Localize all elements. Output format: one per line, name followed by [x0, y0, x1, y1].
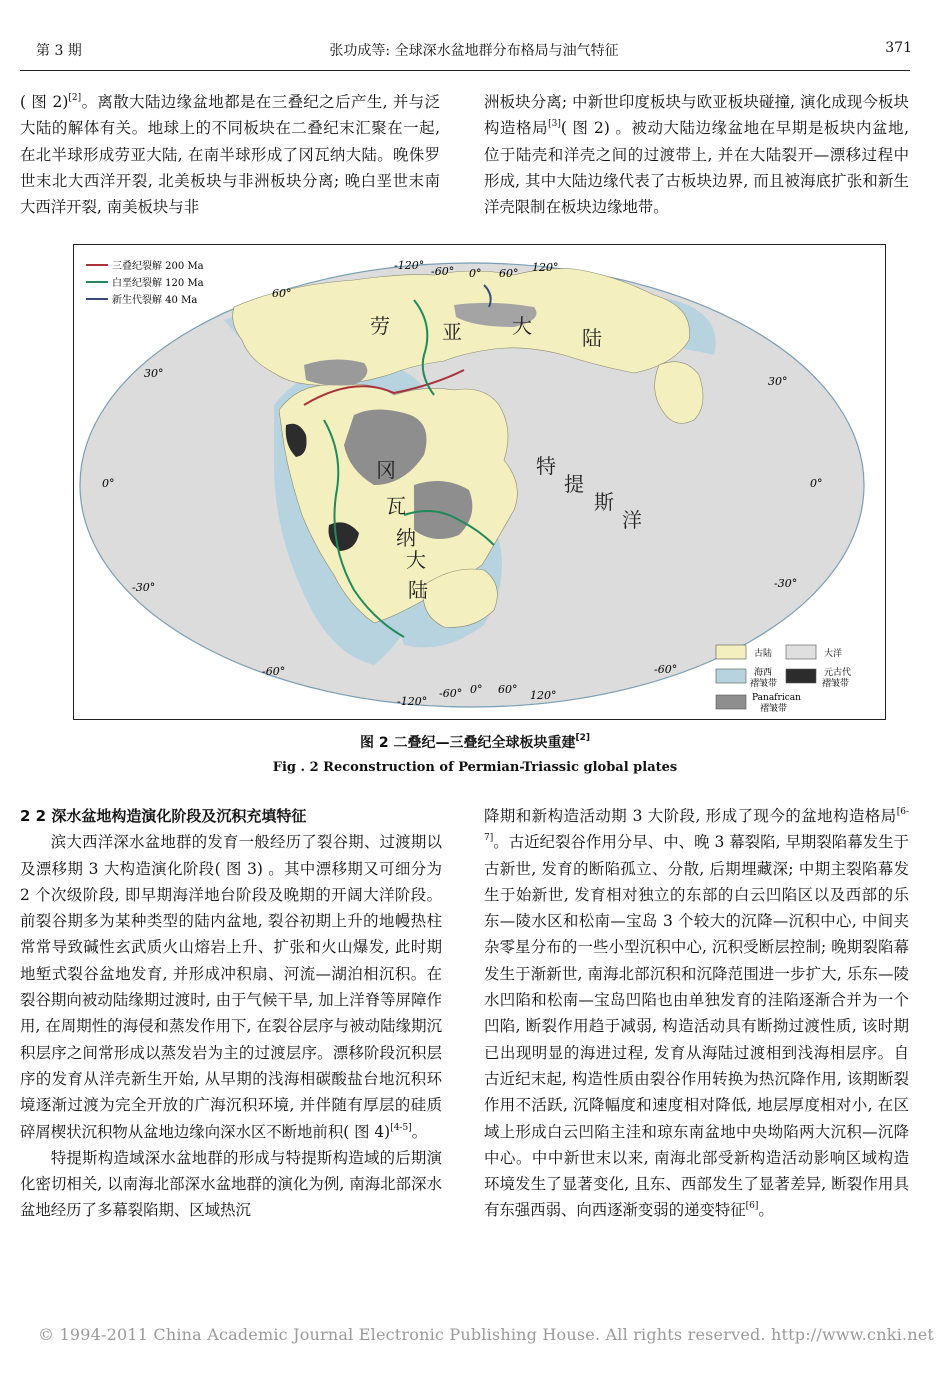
figure-2-map: [73, 244, 886, 720]
lon-top-3: 0°: [469, 267, 482, 280]
lat-0-left: 0°: [102, 477, 115, 490]
lower-left-column: [20, 803, 442, 1224]
figure-caption-cn: [0, 732, 950, 752]
top-right-column: [484, 89, 909, 220]
tethys-char-1: 特: [536, 454, 556, 478]
lat-60s-right: -60°: [654, 663, 678, 676]
paragraph: [20, 89, 440, 220]
page-number: 371: [885, 40, 912, 56]
lon-bottom-3: 0°: [470, 683, 483, 696]
legend-label-proterozoic-2: 褶皱带: [822, 679, 850, 689]
gondwana-char-5: 陆: [408, 578, 428, 602]
text-run: ( 图 2): [20, 93, 69, 111]
issue-number: 第 3 期: [36, 43, 82, 59]
legend-label-ancient-land: 古陆: [754, 649, 773, 659]
laurasia-char-1: 劳: [370, 314, 390, 338]
citation-ref: [2]: [575, 733, 590, 743]
text-run: 降期和新构造活动期 3 大阶段, 形成了现今的盆地构造格局: [484, 807, 897, 825]
paragraph: [484, 803, 909, 1224]
citation-ref: [6-7]: [484, 807, 909, 844]
running-header: [36, 40, 912, 62]
legend-label-cretaceous: 白垩纪裂解 120 Ma: [112, 278, 204, 289]
gondwana-char-4: 大: [406, 548, 426, 572]
tethys-char-2: 提: [564, 472, 584, 496]
paragraph: [20, 829, 442, 1145]
citation-ref: [4-5]: [390, 1122, 412, 1133]
lat-60s-left: -60°: [262, 665, 286, 678]
lat-30n-left: 30°: [144, 367, 164, 380]
lower-right-column: [484, 803, 909, 1224]
legend-swatch-proterozoic: [786, 669, 816, 683]
text-run: 滨大西洋深水盆地群的发育一般经历了裂谷期、过渡期以及漂移期 3 大构造演化阶段( 图 3) 。其中漂移期又可细分为 2 个次级阶段, 即早期海洋地台阶段及晚期的开阔大洋阶段。前裂谷期多为某种类型的陆内盆地, 裂谷初期上升的地幔热柱常常导致碱性玄武质火山熔岩上升、扩张和火山爆发, 此时期地堑式裂谷盆地发育, 并形成冲积扇、河流—湖泊相沉积。在裂谷期向被动陆缘期过渡时, 由于气候干旱, 加上洋脊等屏障作用, 在周期性的海侵和蒸发作用下, 在裂谷层序与被动陆缘期沉积层序之间常形成以蒸发岩为主的过渡层序。漂移阶段沉积层序的发育从洋壳新生开始, 从早期的浅海相碳酸盐台地沉积环境逐渐过渡为完全开放的广海沉积环境, 并伴随有厚层的硅质碎屑楔状沉积物从盆地边缘向深水区不断地前积( 图 4): [20, 833, 442, 1141]
lat-30n-right: 30°: [768, 375, 788, 388]
lat-30s-left: -30°: [132, 581, 156, 594]
legend-swatch-panafrican: [716, 695, 746, 709]
legend-label-panafrican-2: 褶皱带: [760, 704, 788, 714]
legend-fills: [716, 645, 851, 714]
lon-bottom-5: 120°: [530, 689, 557, 702]
lat-60n: 60°: [272, 287, 292, 300]
caption-text: 图 2 二叠纪—三叠纪全球板块重建: [360, 735, 576, 751]
lon-top-4: 60°: [499, 267, 519, 280]
lat-0-right: 0°: [810, 477, 823, 490]
lon-top-5: 120°: [532, 261, 559, 274]
paleogeographic-map: [74, 245, 885, 719]
legend-label-ocean: 大洋: [824, 649, 843, 659]
paragraph: 特提斯构造域深水盆地群的形成与特提斯构造域的后期演化密切相关, 以南海北部深水盆地群的演化为例, 南海北部深水盆地经历了多幕裂陷期、区域热沉: [20, 1148, 442, 1220]
header-rule: [20, 70, 910, 71]
panafrican-belt-3: [304, 359, 367, 385]
legend-swatch-hercynian: [716, 669, 746, 683]
lon-top-1: -120°: [394, 259, 425, 272]
text-run: 。离散大陆边缘盆地都是在三叠纪之后产生, 并与泛大陆的解体有关。地球上的不同板块在二叠纪末汇聚在一起, 在北半球形成劳亚大陆, 在南半球形成了冈瓦纳大陆。晚侏罗世末北大西洋开裂, 北美板块与非洲板块分离; 晚白垩世末南大西洋开裂, 南美板块与非: [20, 93, 440, 217]
text-run: 。古近纪裂谷作用分早、中、晚 3 幕裂陷, 早期裂陷幕发生于古新世, 发育的断陷孤立、分散, 后期埋藏深; 中期主裂陷幕发生于始新世, 发育相对独立的东部的白云凹陷区以及西部的乐东—陵水区和松南—宝岛 3 个较大的沉降—沉积中心, 中间夹杂零星分布的一些小型沉积中心, 沉积受断层控制; 晚期裂陷幕发生于渐新世, 南海北部沉积和沉降范围进一步扩大, 乐东—陵水凹陷和松南—宝岛凹陷也由单独发育的洼陷逐渐合并为一个凹陷, 断裂作用趋于减弱, 构造活动具有断拗过渡性质, 该时期已出现明显的海进过程, 发育从海陆过渡相到浅海相层序。自古近纪末起, 构造性质由裂谷作用转换为热沉降作用, 该期断裂作用不活跃, 沉降幅度和速度相对降低, 地层厚度相对小, 在区域上形成白云凹陷主洼和琼东南盆地中央坳陷两大沉积—沉降中心。中中新世末以来, 南海北部受新构造活动影响区域构造环境发生了显著变化, 且东、西部发生了显著差异, 断裂作用具有东强西弱、向西逐渐变弱的递变特征: [484, 833, 909, 1220]
laurasia-char-2: 亚: [442, 320, 462, 344]
legend-label-hercynian-2: 褶皱带: [750, 679, 778, 689]
text-run: 。: [758, 1201, 774, 1220]
laurasia-char-3: 大: [512, 314, 532, 338]
copyright-footer: © 1994-2011 China Academic Journal Electronic Publishing House. All rights reserved. http://www.cnki.net: [38, 1325, 935, 1344]
lon-bottom-1: -120°: [397, 695, 428, 708]
citation-ref: [6]: [745, 1201, 759, 1212]
legend-rifts: [86, 259, 204, 306]
lat-30s-right: -30°: [774, 577, 798, 590]
running-title: 张功成等: 全球深水盆地群分布格局与油气特征: [329, 43, 619, 59]
legend-label-cenozoic: 新生代裂解 40 Ma: [112, 295, 198, 306]
legend-swatch-ocean: [786, 645, 816, 659]
legend-label-panafrican: Panafrican: [752, 693, 801, 703]
lon-bottom-2: -60°: [439, 687, 463, 700]
tethys-char-3: 斯: [594, 490, 614, 514]
top-left-column: [20, 89, 440, 220]
text-run: 洲板块分离; 中新世印度板块与欧亚板块碰撞, 演化成现今板块构造格局: [484, 93, 909, 138]
laurasia-char-4: 陆: [582, 326, 602, 350]
citation-ref: [3]: [548, 119, 561, 130]
lon-bottom-4: 60°: [498, 683, 518, 696]
figure-caption-en: Fig . 2 Reconstruction of Permian-Triassic global plates: [272, 760, 678, 775]
gondwana-char-3: 纳: [396, 526, 416, 550]
text-run: ( 图 2) 。被动大陆边缘盆地在早期是板块内盆地, 位于陆壳和洋壳之间的过渡带上, 并在大陆裂开—漂移过程中形成, 其中大陆边缘代表了古板块边界, 而且被海底扩张和新生洋壳限制在板块边缘地带。: [484, 119, 909, 217]
legend-swatch-ancient-land: [716, 645, 746, 659]
paragraph: [484, 89, 909, 220]
gondwana-char-2: 瓦: [386, 494, 406, 518]
tethys-char-4: 洋: [622, 508, 642, 532]
legend-label-hercynian: 海西: [754, 668, 773, 678]
section-heading: 2 2 深水盆地构造演化阶段及沉积充填特征: [20, 807, 307, 825]
legend-label-triassic: 三叠纪裂解 200 Ma: [112, 261, 204, 272]
text-run: 。: [411, 1122, 428, 1141]
lon-top-2: -60°: [431, 265, 455, 278]
legend-label-proterozoic: 元古代: [824, 668, 852, 678]
gondwana-char-1: 冈: [376, 458, 396, 482]
citation-ref: [2]: [68, 93, 82, 103]
